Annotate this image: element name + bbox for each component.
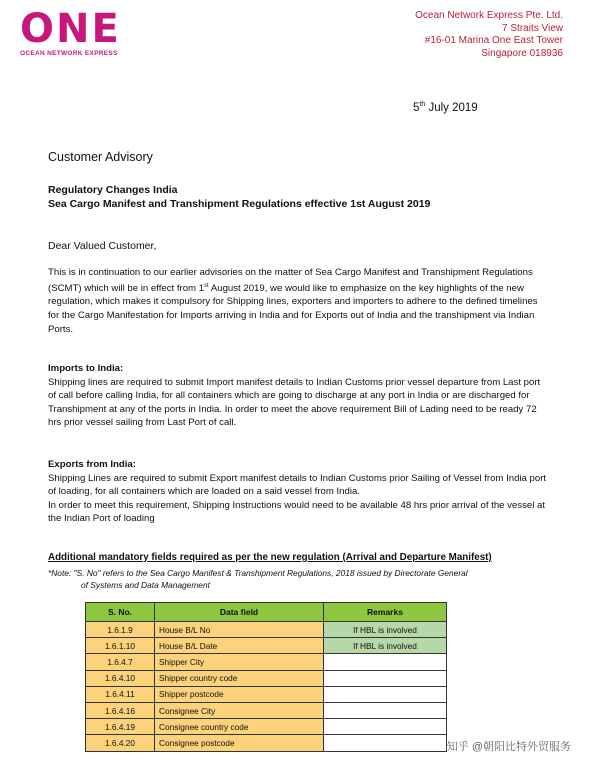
date-day: 5	[413, 101, 420, 114]
imports-section	[48, 362, 548, 430]
table-row	[86, 702, 447, 718]
address-line: Ocean Network Express Pte. Ltd.	[415, 10, 563, 21]
cell-remark: If HBL is involved	[324, 622, 447, 638]
cell-remark	[324, 654, 447, 670]
cell-sno: 1.6.1.9	[86, 622, 155, 638]
advisory-title: Customer Advisory	[48, 150, 153, 164]
logo-wordmark: ONE	[20, 6, 121, 52]
date-suffix: th	[419, 101, 426, 108]
data-fields-table	[85, 602, 447, 752]
cell-sno: 1.6.4.10	[86, 670, 155, 686]
cell-remark	[324, 670, 447, 686]
address-line: Singapore 018936	[481, 47, 563, 59]
cell-field: House B/L Date	[155, 638, 324, 654]
imports-body: Shipping lines are required to submit Import manifest details to Indian Customs prior vessel departure from Last port of call before calling India, for all containers which are going to discharge at any port in India or are discharged for Transhipment at any of the ports in India. In order to meet the above requirement Bill of Lading need to be ready 72 hrs prior vessel sailing from Last Port of call.	[48, 376, 541, 429]
cell-sno: 1.6.1.10	[86, 638, 155, 654]
additional-fields-title: Additional mandatory fields required as per the new regulation (Arrival and Departure Manifest)	[48, 552, 492, 563]
intro-sup: st	[204, 282, 209, 289]
watermark: 知乎 @朝阳比特外贸服务	[446, 741, 571, 753]
cell-sno: 1.6.4.11	[86, 686, 155, 702]
table-row	[86, 719, 447, 735]
note-line: *Note: "S. No" refers to the Sea Cargo Manifest & Transhipment Regulations, 2018 issued by Directorate General	[48, 568, 468, 578]
imports-title: Imports to India:	[48, 363, 124, 374]
company-address	[415, 10, 563, 60]
header-sno: S. No.	[86, 603, 155, 622]
exports-title: Exports from India:	[48, 459, 136, 470]
logo-subtitle: OCEAN NETWORK EXPRESS	[20, 50, 118, 57]
cell-field: Consignee City	[155, 702, 324, 718]
header-remarks: Remarks	[324, 603, 447, 622]
subject-line: Sea Cargo Manifest and Transhipment Regulations effective 1st August 2019	[48, 198, 431, 210]
cell-remark	[324, 735, 447, 751]
exports-body: Shipping Lines are required to submit Export manifest details to Indian Customs prior Sailing of Vessel from India port of loading, for all containers which are loaded on a said vessel from India.	[48, 472, 547, 498]
intro-text: August 2019, we would like to emphasize on the key highlights of the new regulation, which makes it compulsory for Shipping lines, exporters and importers to adhere to the defined timelines for the Cargo Manifestation for Imports arriving in India and for Exports out of India and the transhipment via Indian Ports.	[48, 282, 538, 335]
table-row	[86, 686, 447, 702]
exports-body: In order to meet this requirement, Shipping Instructions would need to be available 48 hrs prior arrival of the vessel at the Indian Port of loading	[48, 499, 546, 525]
table-row	[86, 735, 447, 751]
cell-sno: 1.6.4.7	[86, 654, 155, 670]
intro-text: This is in continuation to our earlier advisories on the matter of Sea Cargo Manifest and Transhipment Regulations (SCMT) which will be in effect from 1	[48, 267, 533, 294]
subject-block	[48, 183, 430, 211]
subject-line: Regulatory Changes India	[48, 184, 178, 196]
table-row	[86, 638, 447, 654]
address-line: #16-01 Marina One East Tower	[424, 35, 563, 46]
cell-field: Shipper country code	[155, 670, 324, 686]
greeting: Dear Valued Customer,	[48, 240, 157, 252]
cell-sno: 1.6.4.19	[86, 719, 155, 735]
note-line: of Systems and Data Management	[81, 580, 210, 590]
table-row	[86, 670, 447, 686]
address-line: 7 Straits View	[502, 22, 563, 34]
note	[48, 567, 548, 591]
table-row	[86, 654, 447, 670]
cell-remark	[324, 686, 447, 702]
cell-sno: 1.6.4.20	[86, 735, 155, 751]
cell-sno: 1.6.4.16	[86, 702, 155, 718]
table-header-row	[86, 603, 447, 622]
date-rest: July 2019	[425, 101, 478, 114]
letter-date	[413, 101, 478, 114]
cell-remark: If HBL is involved	[324, 638, 447, 654]
table-row	[86, 622, 447, 638]
intro-paragraph	[48, 266, 548, 336]
cell-field: Consignee country code	[155, 719, 324, 735]
company-logo	[20, 8, 120, 57]
cell-field: Shipper City	[155, 654, 324, 670]
cell-remark	[324, 702, 447, 718]
header-data-field: Data field	[155, 603, 324, 622]
cell-field: House B/L No	[155, 622, 324, 638]
cell-remark	[324, 719, 447, 735]
cell-field: Shipper postcode	[155, 686, 324, 702]
cell-field: Consignee postcode	[155, 735, 324, 751]
exports-section	[48, 458, 548, 526]
